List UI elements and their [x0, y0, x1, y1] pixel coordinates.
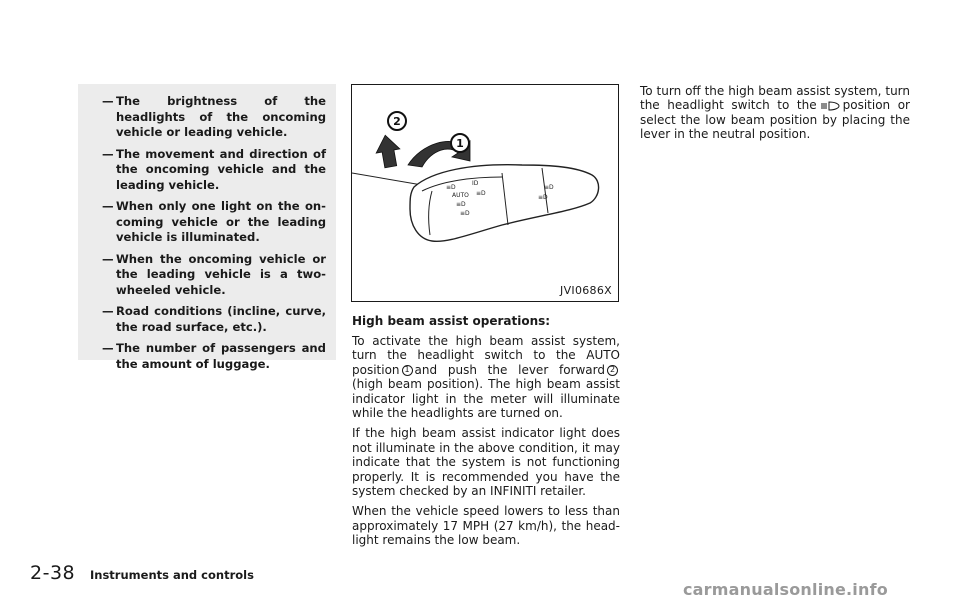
svg-text:≡D: ≡D: [538, 194, 548, 201]
list-item: — When the oncoming vehicle or the leading vehicle is a two-wheeled vehicle.: [102, 251, 326, 297]
right-column: [640, 84, 910, 148]
paragraph: When the vehicle speed lowers to less than approximately 17 MPH (27 km/h), the head-light remains the low beam.: [352, 504, 620, 548]
svg-text:1: 1: [456, 137, 464, 150]
list-item: — When only one light on the on-coming vehicle or the leading vehicle is illuminated.: [102, 199, 326, 244]
paragraph: To activate the high beam assist system, turn the headlight switch to the AUTO position 1 and push the lever forward 2(high beam position). The high beam assist indicator light in the meter will illuminate while the headlights are turned on.: [352, 334, 620, 421]
callout-1-icon: 1: [402, 365, 413, 376]
list-item: — Road conditions (incline, curve, the road surface, etc.).: [102, 304, 326, 334]
headlight-lever-figure: [351, 84, 619, 302]
section-heading: High beam assist operations:: [352, 314, 551, 328]
headlight-icon: [819, 101, 841, 111]
section-title: Instruments and controls: [90, 568, 254, 582]
svg-text:≡D: ≡D: [476, 190, 486, 197]
svg-text:2: 2: [393, 115, 401, 128]
svg-text:≡D: ≡D: [446, 184, 456, 191]
list-item: — The brightness of the headlights of the oncoming vehicle or leading vehicle.: [102, 94, 326, 139]
callout-2-icon: 2: [607, 365, 618, 376]
middle-column: [352, 313, 620, 554]
conditions-list: [102, 94, 326, 378]
svg-text:≡D: ≡D: [456, 201, 466, 208]
paragraph: If the high beam assist indicator light does not illuminate in the above condition, it may indicate that the system is not functioning properly. It is recommended you have the system checked by an INFINITI retailer.: [352, 426, 620, 499]
lever-illustration: [352, 85, 618, 301]
watermark: carmanualsonline.info: [683, 580, 888, 599]
page-number: 2-38: [30, 562, 76, 584]
figure-caption: JVI0686X: [560, 284, 612, 297]
list-item: — The movement and direction of the oncoming vehicle and the leading vehicle.: [102, 146, 326, 192]
svg-text:≡D: ≡D: [544, 184, 554, 191]
paragraph: To turn off the high beam assist system, turn the headlight switch to the position or select the low beam position by placing the lever in the neutral position.: [640, 84, 910, 142]
svg-text:≡D: ≡D: [460, 210, 470, 217]
svg-text:ID: ID: [472, 180, 479, 187]
list-item: — The number of passengers and the amount of luggage.: [102, 341, 326, 371]
svg-text:AUTO: AUTO: [452, 192, 469, 199]
